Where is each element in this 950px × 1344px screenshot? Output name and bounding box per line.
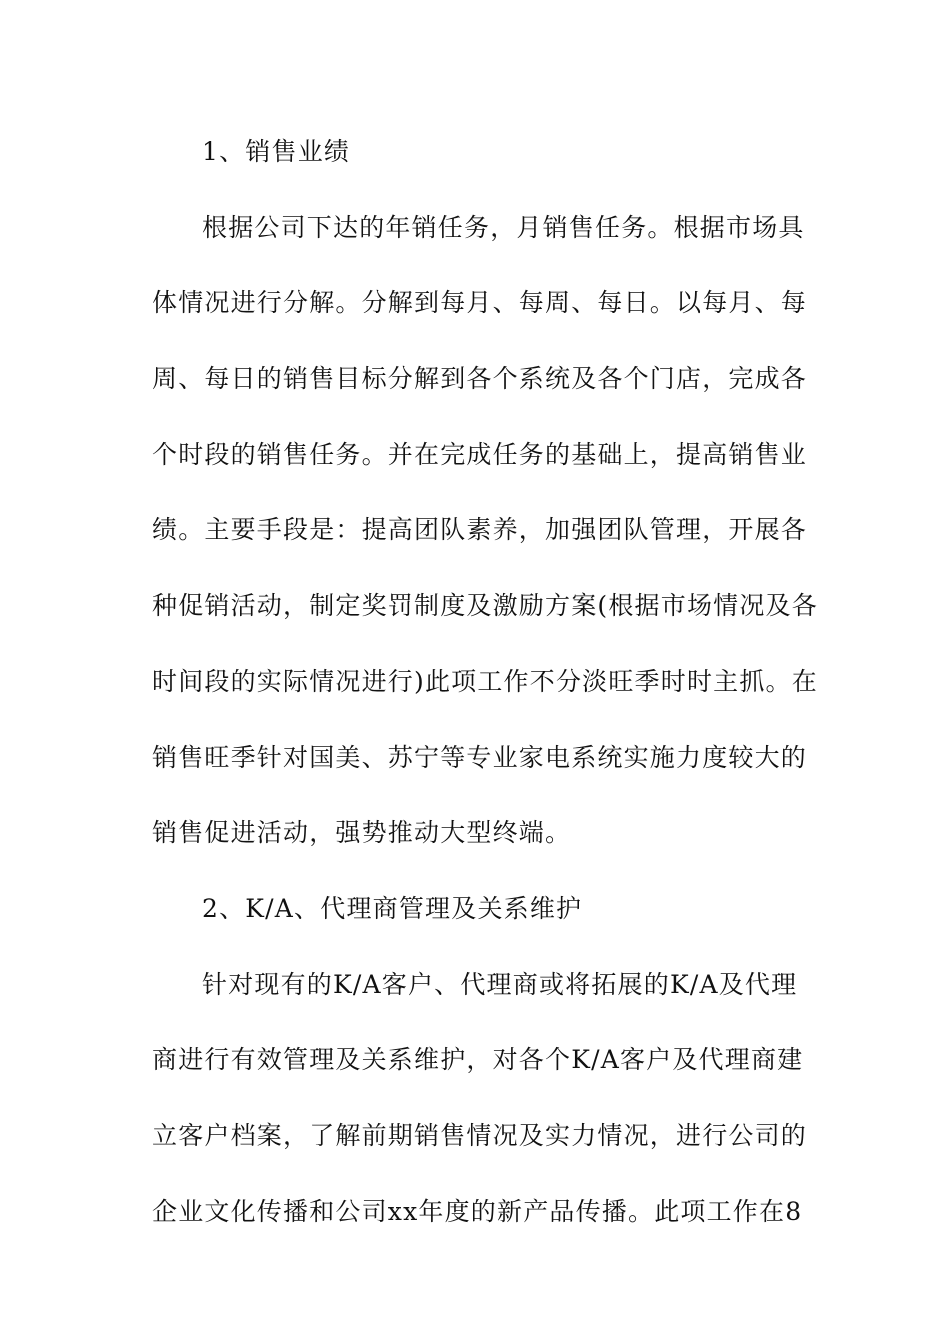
paragraph-line: 绩。主要手段是：提高团队素养，加强团队管理，开展各 (152, 515, 808, 545)
paragraph-line: 根据公司下达的年销任务，月销售任务。根据市场具 (202, 212, 805, 242)
section-heading-sales-performance: 1、销售业绩 (202, 137, 351, 166)
paragraph-line: 时间段的实际情况进行)此项工作不分淡旺季时时主抓。在 (152, 666, 818, 696)
paragraph-line: 种促销活动，制定奖罚制度及激励方案(根据市场情况及各 (152, 591, 818, 621)
paragraph-line: 立客户档案，了解前期销售情况及实力情况，进行公司的 (152, 1120, 808, 1150)
paragraph-line: 周、每日的销售目标分解到各个系统及各个门店，完成各 (152, 364, 808, 394)
paragraph-line: 销售旺季针对国美、苏宁等专业家电系统实施力度较大的 (152, 742, 808, 772)
paragraph-line: 针对现有的K/A客户、代理商或将拓展的K/A及代理 (202, 969, 798, 999)
paragraph-line: 销售促进活动，强势推动大型终端。 (152, 818, 572, 848)
section-heading-ka-agent-management: 2、K/A、代理商管理及关系维护 (202, 893, 583, 923)
paragraph-line: 企业文化传播和公司xx年度的新产品传播。此项工作在8 (152, 1196, 803, 1226)
document-body (152, 128, 818, 1263)
paragraph-line: 商进行有效管理及关系维护，对各个K/A客户及代理商建 (152, 1045, 804, 1075)
paragraph-line: 个时段的销售任务。并在完成任务的基础上，提高销售业 (152, 439, 808, 469)
paragraph-line: 体情况进行分解。分解到每月、每周、每日。以每月、每 (152, 288, 808, 318)
